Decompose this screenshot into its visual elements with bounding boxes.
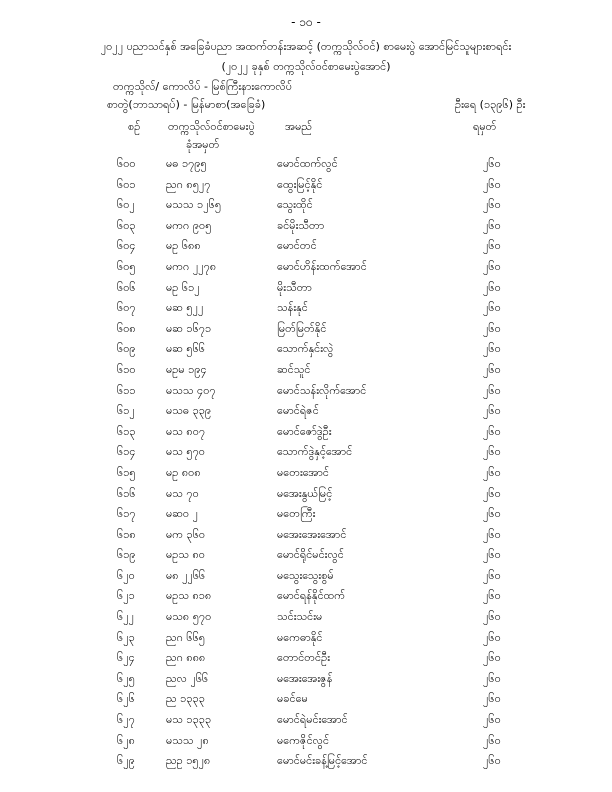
candidate-name: မခင်မေ xyxy=(277,692,308,706)
row-number: ၆၀၇ xyxy=(117,301,136,315)
table-row xyxy=(0,281,612,302)
row-number: ၆၁၉ xyxy=(117,548,136,562)
roll-number: မကဂ ၂၂၇၈ xyxy=(166,259,217,273)
roll-number: မသသ ၄၀၇ xyxy=(166,383,216,397)
candidate-name: တောင်တင်ဦး xyxy=(277,651,331,665)
table-row xyxy=(0,425,612,446)
candidate-name: သောက်နှင်းလွဲ xyxy=(277,342,334,356)
candidate-name: မောင်ရန်နိုင်ထက် xyxy=(277,589,346,603)
candidate-name: မအေးအေးဇွန် xyxy=(277,671,333,685)
row-number: ၆၂၆ xyxy=(117,692,135,706)
roll-number: မဆ ၁၆၇၁ xyxy=(166,321,212,335)
table-row xyxy=(0,734,612,755)
row-number: ၆၂၀ xyxy=(117,568,135,582)
table-row xyxy=(0,445,612,466)
table-row xyxy=(0,342,612,363)
roll-number: မက ၃၆၀ xyxy=(166,527,206,541)
row-number: ၆၂၂ xyxy=(117,610,134,624)
score: ၂၆၀ xyxy=(483,157,501,170)
table-row xyxy=(0,528,612,549)
roll-number: မသ ၅၇၀ xyxy=(166,445,205,459)
roll-number: မသသ ၁၂၆၅ xyxy=(166,198,222,212)
roll-number: မသ ၈၀၇ xyxy=(166,424,206,438)
table-row xyxy=(0,754,612,775)
score: ၂၆၀ xyxy=(483,733,501,747)
score: ၂၆၀ xyxy=(483,342,501,356)
table-row xyxy=(0,487,612,508)
candidate-name: မောင်ရဲမင်းအောင် xyxy=(277,713,348,727)
candidate-name: မအေးနွယ်မြင့် xyxy=(277,486,333,500)
candidate-name: သွေးထိုင် xyxy=(277,198,313,212)
row-number: ၆၁၆ xyxy=(117,486,136,500)
roll-number: ည ၁၃၃၃ xyxy=(166,692,205,706)
score: ၂၆၀ xyxy=(483,280,501,294)
score: ၂၆၀ xyxy=(483,548,501,562)
roll-number: မဆ ၅၂၂ xyxy=(166,301,204,315)
roll-number: ညလ ၂၆၆ xyxy=(166,671,209,685)
row-number: ၆၀၃ xyxy=(117,218,136,232)
score: ၂၆၀ xyxy=(483,671,501,685)
score: ၂၆၀ xyxy=(483,630,501,644)
table-row xyxy=(0,178,612,199)
table-row xyxy=(0,157,612,178)
row-number: ၆၂၇ xyxy=(117,713,135,727)
table-row xyxy=(0,466,612,487)
candidate-name: မောင်မင်းခန့်မြင့်အောင် xyxy=(277,754,368,768)
total-count: ဦးရေ (၁၃၉၆) ဦး xyxy=(455,98,526,111)
row-number: ၆၁၅ xyxy=(117,465,136,479)
document-title: ၂၀၂၂ ပညာသင်နှစ် အခြေခံပညာ အထက်တန်းအဆင့် (တက္ကသိုလ်ဝင်) စာမေးပွဲ အောင်မြင်သူများစာရင်း xyxy=(100,40,512,53)
roll-number: မဥသ ၈၁၈ xyxy=(166,589,212,603)
candidate-name: ဆင်သူင် xyxy=(277,362,311,376)
table-row xyxy=(0,301,612,322)
table-row xyxy=(0,651,612,672)
table-row xyxy=(0,610,612,631)
candidate-name: သောက်ဒွဲနှင့်အောင် xyxy=(277,445,353,459)
score: ၂၆၀ xyxy=(483,198,501,212)
table-row xyxy=(0,569,612,590)
score: ၂၆၀ xyxy=(483,362,501,376)
row-number: ၆၁၃ xyxy=(117,424,136,438)
row-number: ၆၀၈ xyxy=(117,321,136,335)
table-row xyxy=(0,219,612,240)
row-number: ၆၀၀ xyxy=(117,157,136,170)
candidate-name: မတေးအောင် xyxy=(277,465,330,479)
candidate-name: မအေးအေးအောင် xyxy=(277,527,347,541)
score: ၂၆၀ xyxy=(483,259,501,273)
table-row xyxy=(0,322,612,343)
row-number: ၆၂၈ xyxy=(117,733,135,747)
row-number: ၆၀၆ xyxy=(117,280,136,294)
candidate-name: မိုးသီတာ xyxy=(277,280,312,294)
candidate-name: မကေဓာနိုင် xyxy=(277,630,323,644)
roll-number: မသသ ၂၈ xyxy=(166,733,209,747)
table-row xyxy=(0,692,612,713)
table-row xyxy=(0,631,612,652)
column-header-name: အမည် xyxy=(285,120,313,133)
roll-number: မသ ၁၃၃၃ xyxy=(166,713,212,727)
row-number: ၆၀၂ xyxy=(117,198,135,212)
candidate-name: ထွေးမြင့်နိုင် xyxy=(277,177,323,191)
candidate-name: မောင်ဟိန်းထက်အောင် xyxy=(277,259,367,273)
candidate-name: မြတ်မြတ်နိုင် xyxy=(277,321,327,335)
candidate-name: သန်းနုင် xyxy=(277,301,308,315)
row-number: ၆၁၀ xyxy=(117,362,136,376)
row-number: ၆၁၁ xyxy=(117,383,136,397)
roll-number: မဥသ ၈၀ xyxy=(166,548,205,562)
page-number: - ၁၀ - xyxy=(291,15,321,29)
row-number: ၆၀၉ xyxy=(117,342,136,356)
score: ၂၆၀ xyxy=(483,754,501,768)
table-row xyxy=(0,260,612,281)
candidate-name: မောင်တင် xyxy=(277,239,317,253)
roll-number: မ၈ ၂၂၆၆ xyxy=(166,568,206,582)
table-row xyxy=(0,672,612,693)
score: ၂၆၀ xyxy=(483,321,501,335)
table-row xyxy=(0,363,612,384)
candidate-name: ခင်မိုးသီတာ xyxy=(277,218,325,232)
candidate-name: မတေကြီး xyxy=(277,507,316,521)
table-row xyxy=(0,404,612,425)
candidate-name: မောင်ရဲဇင် xyxy=(277,404,319,418)
score: ၂၆၀ xyxy=(483,610,501,624)
roll-number: မဓ ၁၇၉၅ xyxy=(166,157,207,170)
roll-number: မသ ၇၀ xyxy=(166,486,199,500)
score: ၂၆၀ xyxy=(483,445,501,459)
candidate-name: မသွေးသွေးစွမ် xyxy=(277,568,334,582)
table-row xyxy=(0,507,612,528)
row-number: ၆၁၇ xyxy=(117,507,136,521)
candidate-name: မောင်ဇော်ဒွဲဦး xyxy=(277,424,332,438)
roll-number: မကဂ ၉၀၅ xyxy=(166,218,212,232)
score: ၂၆၀ xyxy=(483,486,501,500)
column-header-roll-2: ခုံအမှတ် xyxy=(186,138,220,151)
roll-number: ညဂ ၆၆၅ xyxy=(166,630,205,644)
roll-number: မဆ ၅၆၆ xyxy=(166,342,205,356)
row-number: ၆၀၁ xyxy=(117,177,136,191)
row-number: ၆၂၉ xyxy=(117,754,135,768)
college-line: တက္ကသိုလ်/ ကောလိပ် - မြစ်ကြီးနားကောလိပ် xyxy=(113,80,293,93)
row-number: ၆၁၈ xyxy=(117,527,136,541)
score: ၂၆၀ xyxy=(483,692,501,706)
roll-number: မသ၈ ၅၇၀ xyxy=(166,610,212,624)
candidate-name: မောင်သန်းလိုက်အောင် xyxy=(277,383,367,397)
table-row xyxy=(0,239,612,260)
column-header-no: စဉ် xyxy=(128,120,141,133)
score: ၂၆၀ xyxy=(483,301,501,315)
row-number: ၆၁၂ xyxy=(117,404,135,418)
column-header-roll: တက္ကသိုလ်ဝင်စာမေးပွဲ xyxy=(168,120,255,133)
score: ၂၆၀ xyxy=(483,507,501,521)
score: ၂၆၀ xyxy=(483,239,501,253)
score: ၂၆၀ xyxy=(483,465,501,479)
document-subtitle: (၂၀၂၂ ခုနှစ် တက္ကသိုလ်ဝင်စာမေးပွဲအောင်) xyxy=(221,60,391,73)
table-row xyxy=(0,384,612,405)
row-number: ၆၂၁ xyxy=(117,589,135,603)
score: ၂၆၀ xyxy=(483,424,501,438)
column-header-mark: ရမှတ် xyxy=(473,120,497,133)
roll-number: ညဂ ၈၅၂၇ xyxy=(166,177,211,191)
score: ၂၆၀ xyxy=(483,527,501,541)
candidate-name: မကေဇိုင်လွင် xyxy=(277,733,330,747)
row-number: ၆၂၄ xyxy=(117,651,135,665)
score: ၂၆၀ xyxy=(483,713,501,727)
table-row xyxy=(0,198,612,219)
row-number: ၆၁၄ xyxy=(117,445,136,459)
table-row xyxy=(0,589,612,610)
table-row xyxy=(0,548,612,569)
candidate-name: မောင်ရိုင်မင်းလွင် xyxy=(277,548,344,562)
candidate-name: သင်းသင်းမ xyxy=(277,610,323,624)
score: ၂၆၀ xyxy=(483,589,501,603)
roll-number: မဥ ၆၁၂ xyxy=(166,280,200,294)
roll-number: မသဓ ၃၃၉ xyxy=(166,404,212,418)
candidate-name: မောင်ထက်လွင် xyxy=(277,157,338,170)
table-row xyxy=(0,713,612,734)
score: ၂၆၀ xyxy=(483,218,501,232)
roll-number: မဥ ၈၀၈ xyxy=(166,465,201,479)
row-number: ၆၀၄ xyxy=(117,239,136,253)
roll-number: မဥ ၆၈၈ xyxy=(166,239,201,253)
score: ၂၆၀ xyxy=(483,177,501,191)
score: ၂၆၀ xyxy=(483,651,501,665)
score: ၂၆၀ xyxy=(483,568,501,582)
row-number: ၆၀၅ xyxy=(117,259,136,273)
row-number: ၆၂၃ xyxy=(117,630,135,644)
roll-number: ညဂ ၈၈၈ xyxy=(166,651,206,665)
subject-line: စာတွဲ(ဘာသာရပ်) - မြန်မာစာ(အခြေခံ) xyxy=(107,98,266,111)
score: ၂၆၀ xyxy=(483,404,501,418)
score: ၂၆၀ xyxy=(483,383,501,397)
row-number: ၆၂၅ xyxy=(117,671,135,685)
roll-number: မဆ၀ ၂ xyxy=(166,507,199,521)
results-table xyxy=(0,157,612,775)
roll-number: မဥမ ၁၉၄ xyxy=(166,362,207,376)
roll-number: ညဥ ၁၅၂၈ xyxy=(166,754,211,768)
